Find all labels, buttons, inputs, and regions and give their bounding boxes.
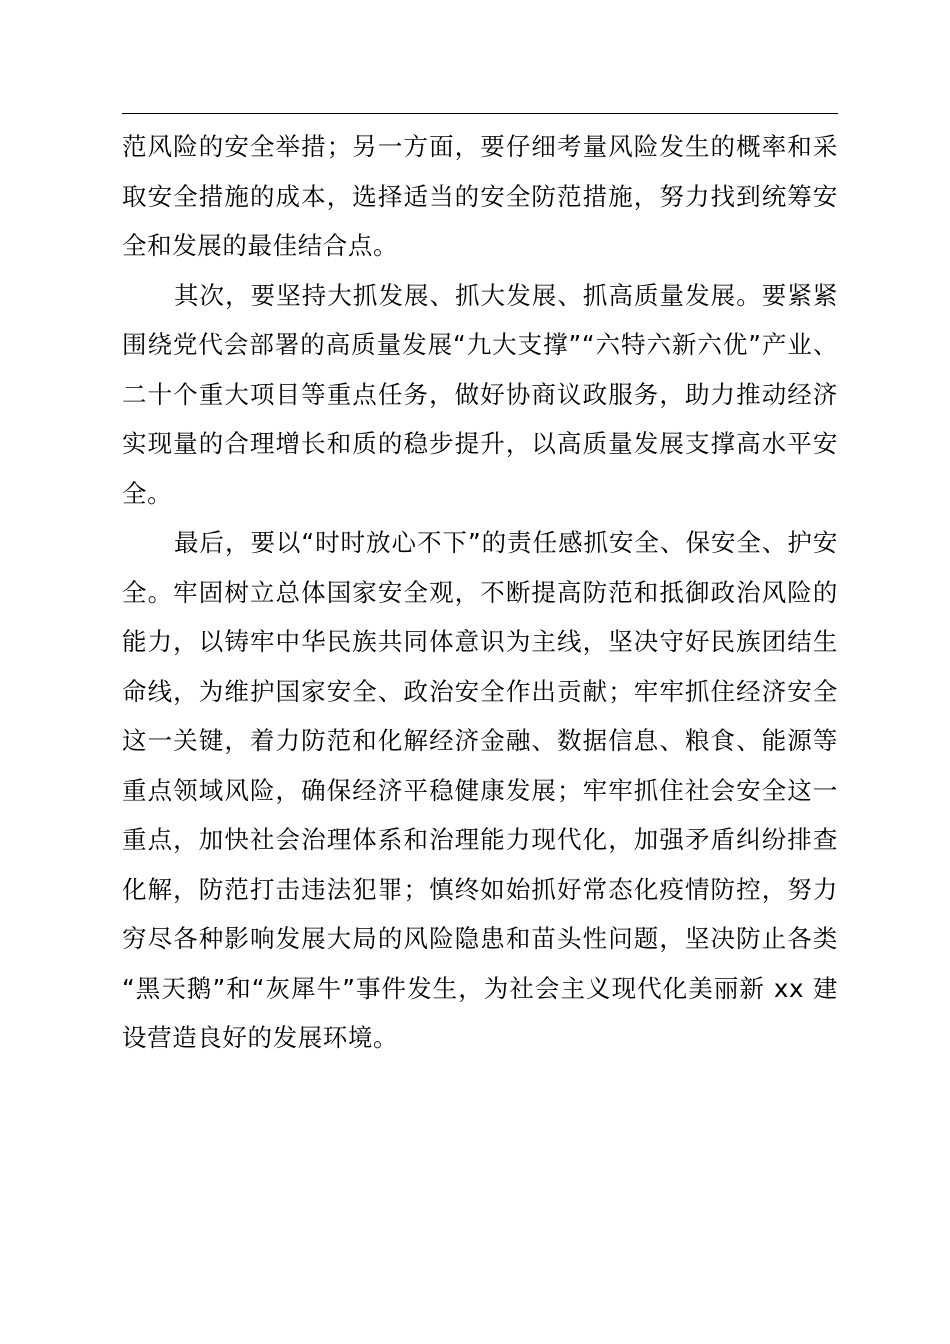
paragraph-3 xyxy=(122,518,838,1063)
paragraph-line: 实现量的合理增长和质的稳步提升，以高质量发展支撑高水平安 xyxy=(122,429,838,458)
document-body xyxy=(122,122,838,1063)
paragraph-line: 范风险的安全举措；另一方面，要仔细考量风险发生的概率和采 xyxy=(122,132,838,161)
paragraph-line: 这一关键，着力防范和化解经济金融、数据信息、粮食、能源等 xyxy=(122,726,838,755)
paragraph-line: 穷尽各种影响发展大局的风险隐患和苗头性问题，坚决防止各类 xyxy=(122,924,838,953)
paragraph-line: 重点领域风险，确保经济平稳健康发展；牢牢抓住社会安全这一 xyxy=(122,775,838,805)
paragraph-line: 设营造良好的发展环境。 xyxy=(122,1023,399,1052)
paragraph-line: 化解，防范打击违法犯罪；慎终如始抓好常态化疫情防控，努力 xyxy=(122,874,838,904)
paragraph-line: 命线，为维护国家安全、政治安全作出贡献；牢牢抓住经济安全 xyxy=(122,676,838,706)
paragraph-2 xyxy=(122,271,838,519)
paragraph-line: 全。 xyxy=(122,478,173,508)
paragraph-1 xyxy=(122,122,838,271)
paragraph-line: 全。牢固树立总体国家安全观，不断提高防范和抵御政治风险的 xyxy=(122,577,838,607)
paragraph-line: “黑天鹅”和“灰犀牛”事件发生，为社会主义现代化美丽新 xx 建 xyxy=(122,973,838,1003)
paragraph-line: 围绕党代会部署的高质量发展“九大支撑”“六特六新六优”产业、 xyxy=(122,330,838,359)
paragraph-line: 重点，加快社会治理体系和治理能力现代化，加强矛盾纠纷排查 xyxy=(122,825,838,854)
paragraph-line: 取安全措施的成本，选择适当的安全防范措施，努力找到统筹安 xyxy=(122,181,838,211)
paragraph-line: 其次，要坚持大抓发展、抓大发展、抓高质量发展。要紧紧 xyxy=(174,280,838,310)
paragraph-line: 二十个重大项目等重点任务，做好协商议政服务，助力推动经济 xyxy=(122,379,838,409)
paragraph-line: 最后，要以“时时放心不下”的责任感抓安全、保安全、护安 xyxy=(174,528,838,557)
paragraph-line: 能力，以铸牢中华民族共同体意识为主线，坚决守好民族团结生 xyxy=(122,627,838,656)
paragraph-line: 全和发展的最佳结合点。 xyxy=(122,231,399,260)
header-rule xyxy=(122,113,838,114)
